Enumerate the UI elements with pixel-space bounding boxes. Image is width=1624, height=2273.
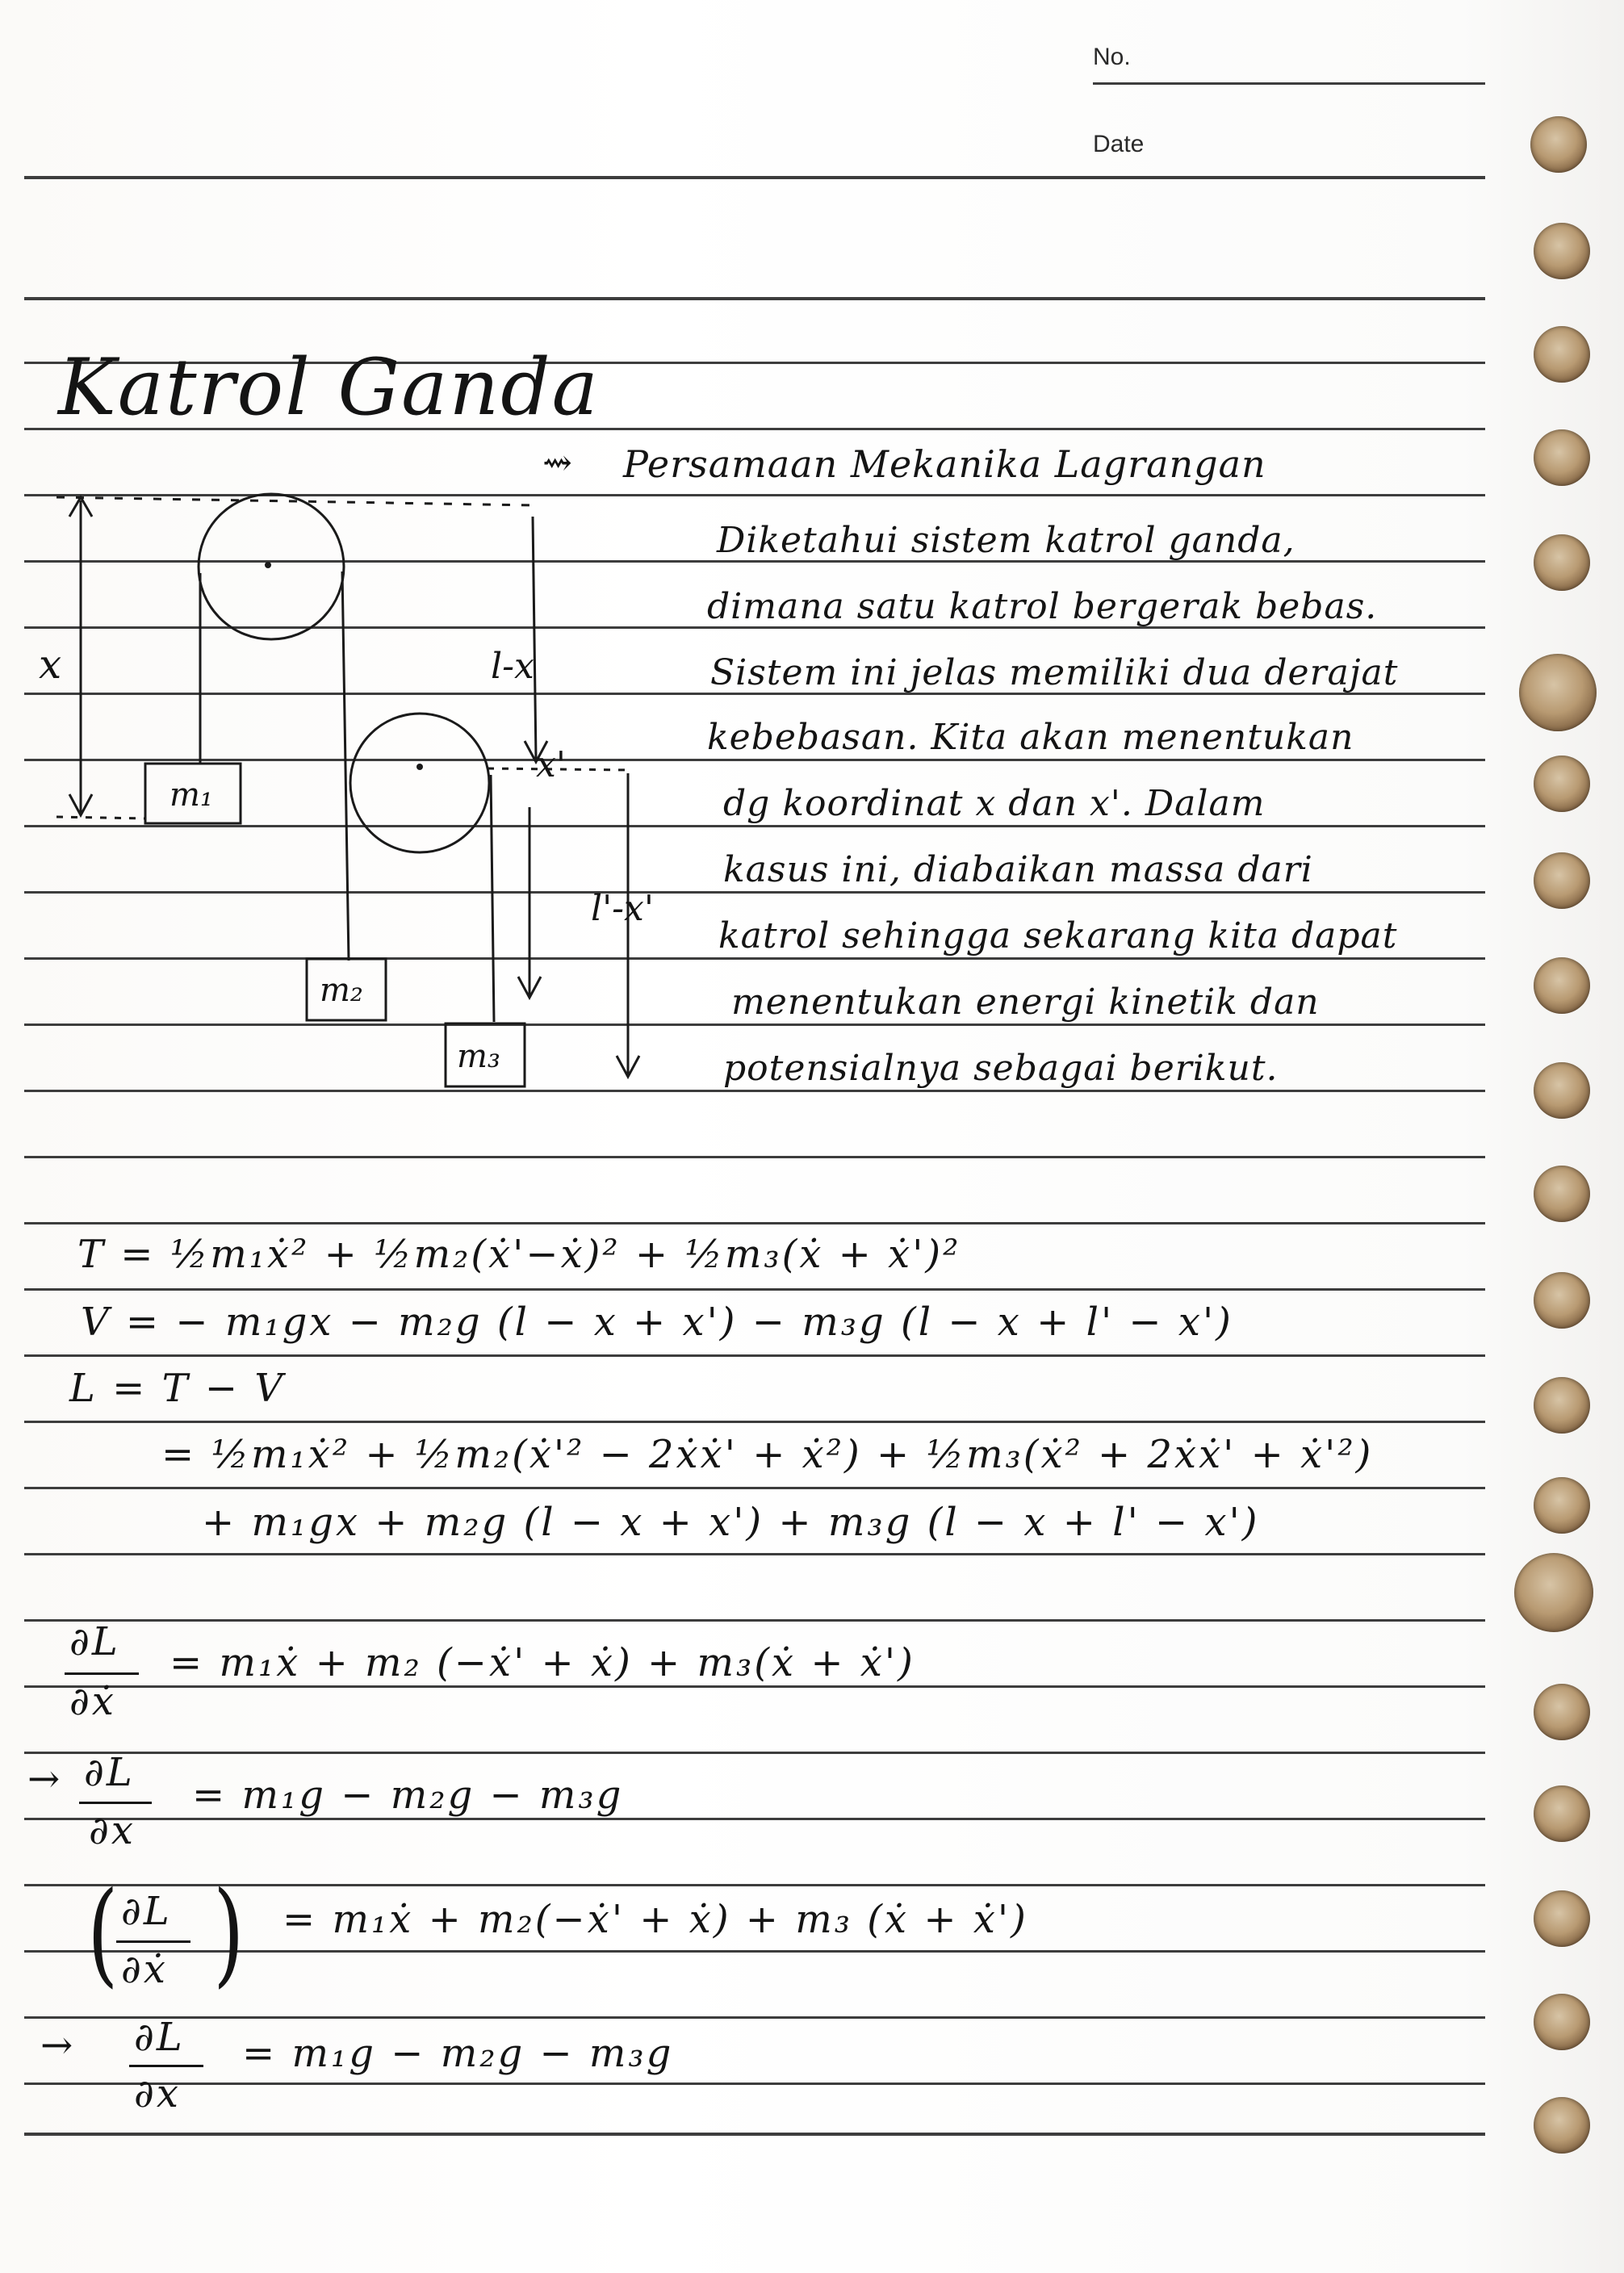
derivative-result: = m₁g − m₂g − m₃g [192, 1773, 624, 1818]
binder-hole [1519, 654, 1597, 731]
derivative-result: = m₁g − m₂g − m₃g [242, 2031, 674, 2076]
binder-hole [1534, 1272, 1590, 1329]
derivative-result: = m₁ẋ + m₂(−ẋ' + ẋ) + m₃ (ẋ + ẋ') [283, 1897, 1028, 1942]
lagrangian-expanded-line-1: = ½m₁ẋ² + ½m₂(ẋ'² − 2ẋẋ' + ẋ²) + ½m₃(ẋ² + 2ẋẋ' + ẋ'²) [161, 1432, 1374, 1477]
binder-hole [1534, 223, 1590, 279]
intro-arrow: ⇝ [542, 442, 573, 483]
binder-hole [1534, 852, 1590, 909]
ruled-line [24, 2083, 1485, 2085]
derivative-denominator: ∂ẋ [121, 1947, 168, 1992]
binder-hole [1534, 1062, 1590, 1119]
ruled-line [24, 1487, 1485, 1489]
binder-hole [1534, 1994, 1590, 2050]
binder-hole [1534, 1377, 1590, 1434]
ruled-line [24, 1752, 1485, 1754]
paragraph-line: Sistem ini jelas memiliki dua derajat [710, 652, 1399, 693]
binder-hole [1534, 1684, 1590, 1740]
fixed-pulley-axle [265, 562, 271, 568]
lagrangian-expanded-line-2: + m₁gx + m₂g (l − x + x') + m₃g (l − x + l' − x') [202, 1500, 1260, 1545]
ruled-line [24, 1354, 1485, 1357]
double-pulley-diagram [0, 452, 726, 1114]
binder-hole [1534, 1477, 1590, 1534]
mass-label-3: m₃ [457, 1038, 500, 1075]
page-title: Katrol Ganda [58, 342, 600, 433]
ruled-line [24, 2016, 1485, 2019]
fixed-pulley [199, 494, 344, 639]
kinetic-energy-equation: T = ½m₁ẋ² + ½m₂(ẋ'−ẋ)² + ½m₃(ẋ + ẋ')² [77, 1232, 961, 1277]
paragraph-line: dg koordinat x dan x'. Dalam [723, 783, 1266, 824]
binder-hole [1530, 116, 1587, 173]
derivative-denominator: ∂x [134, 2071, 181, 2116]
potential-energy-equation: V = − m₁gx − m₂g (l − x + x') − m₃g (l − x + l' − x') [81, 1300, 1233, 1345]
implies-arrow: → [27, 1756, 63, 1802]
l-minus-x-line [533, 517, 536, 759]
binder-hole [1534, 1890, 1590, 1947]
right-bracket: ) [213, 1868, 245, 1999]
rope-m3 [491, 775, 494, 1022]
ruled-line [24, 1421, 1485, 1423]
ruled-line [24, 1553, 1485, 1555]
movable-pulley-axle [416, 764, 423, 770]
label-x: x [39, 641, 62, 688]
implies-arrow: → [40, 2023, 76, 2068]
paragraph-line: katrol sehingga sekarang kita dapat [718, 915, 1398, 957]
ruled-line [24, 1288, 1485, 1291]
fraction-bar [116, 1940, 190, 1943]
mass-label-1: m₁ [170, 777, 213, 814]
mass-label-2: m₂ [320, 972, 363, 1009]
ruled-line [24, 1619, 1485, 1622]
binder-hole [1534, 429, 1590, 486]
no-field-line [1093, 82, 1485, 85]
paragraph-line: menentukan energi kinetik dan [731, 982, 1320, 1023]
fraction-bar [129, 2065, 203, 2067]
paragraph-line: potensialnya sebagai berikut. [723, 1048, 1279, 1089]
ruled-line [24, 1222, 1485, 1224]
m1-reference-line [57, 817, 145, 818]
paragraph-line: dimana satu katrol bergerak bebas. [707, 586, 1378, 627]
binder-hole [1534, 326, 1590, 383]
binder-hole [1534, 534, 1590, 591]
binder-hole [1534, 2097, 1590, 2154]
derivative-numerator: ∂L [134, 2015, 185, 2060]
left-bracket: ( [87, 1868, 119, 1999]
fraction-bar [65, 1672, 139, 1675]
paragraph-line: Diketahui sistem katrol ganda, [717, 520, 1295, 561]
binder-hole [1514, 1553, 1593, 1632]
binder-hole [1534, 1166, 1590, 1222]
lagrangian-definition: L = T − V [69, 1366, 286, 1411]
movable-pulley [350, 714, 489, 852]
label-l-minus-x: l-x [491, 646, 534, 687]
derivative-result: = m₁ẋ + m₂ (−ẋ' + ẋ) + m₃(ẋ + ẋ') [170, 1640, 915, 1685]
ruled-line [24, 1156, 1485, 1158]
ruled-line [24, 2133, 1485, 2136]
label-x-prime: x' [536, 744, 566, 785]
label-lprime-minus-xprime: l'-x' [591, 888, 654, 929]
derivative-denominator: ∂x [89, 1808, 136, 1853]
ruled-line [24, 1685, 1485, 1688]
binder-hole [1534, 957, 1590, 1014]
binder-hole [1534, 756, 1590, 812]
no-label: No. [1093, 44, 1131, 70]
ruled-line [24, 297, 1485, 300]
paragraph-line: kasus ini, diabaikan massa dari [723, 849, 1313, 890]
fraction-bar [79, 1802, 152, 1804]
derivative-numerator: ∂L [69, 1619, 120, 1664]
header-divider [24, 176, 1485, 179]
paragraph-line: kebebasan. Kita akan menentukan [707, 717, 1354, 758]
rope-m2 [342, 571, 349, 961]
binder-hole [1534, 1785, 1590, 1842]
ruled-line [24, 1818, 1485, 1820]
derivative-numerator: ∂L [121, 1889, 172, 1934]
derivative-denominator: ∂ẋ [69, 1679, 116, 1724]
intro-heading: Persamaan Mekanika Lagrangan [623, 442, 1266, 486]
derivative-numerator: ∂L [84, 1750, 135, 1795]
date-label: Date [1093, 131, 1145, 157]
